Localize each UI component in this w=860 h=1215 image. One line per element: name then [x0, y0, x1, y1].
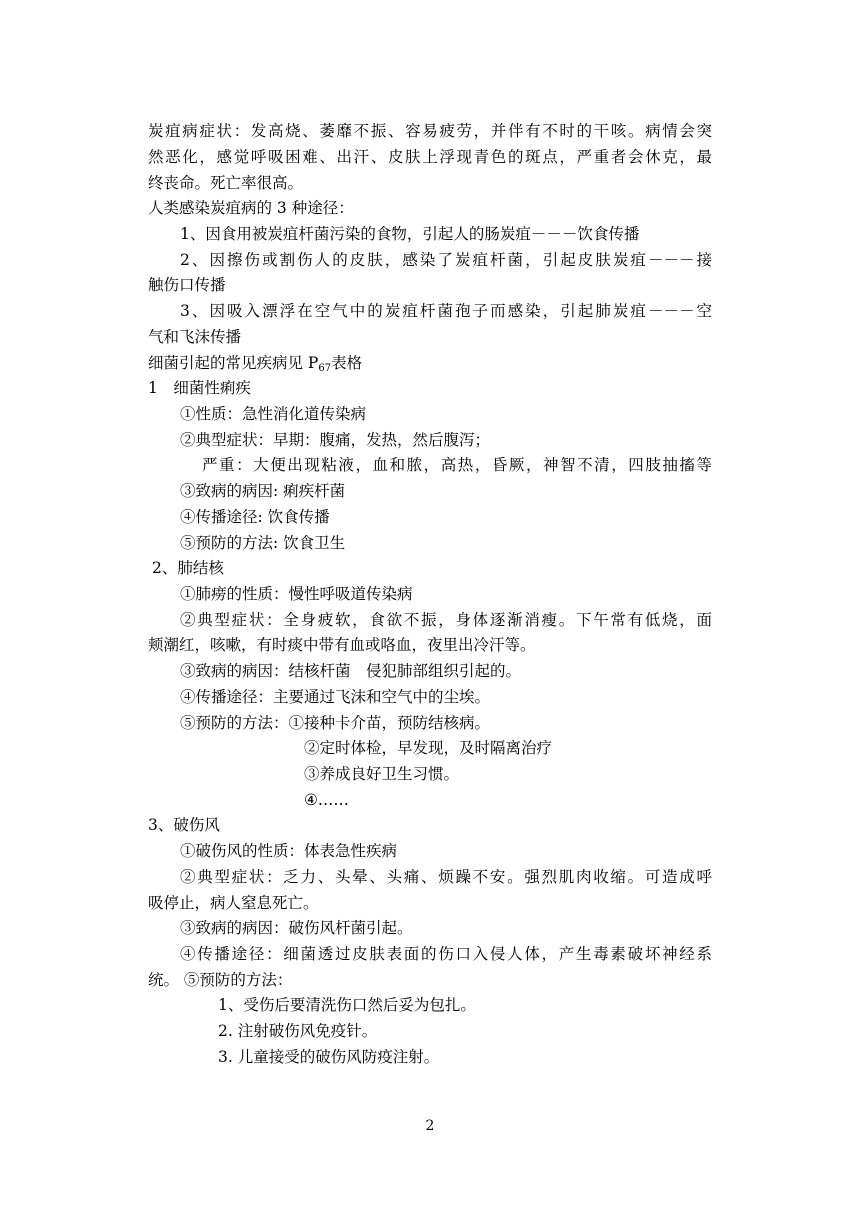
dysentery-title: 1 细菌性痢疾 [148, 379, 251, 397]
symptoms-line-1: 炭疽病症状：发高烧、萎靡不振、容易疲劳，并伴有不时的干咳。病情会突 [148, 122, 712, 140]
routes-title: 人类感染炭疽病的 3 种途径： [148, 199, 354, 217]
tetanus-symptoms-line-2: 吸停止，病人窒息死亡。 [148, 894, 319, 912]
dysentery-symptom-severe: 严重：大便出现粘液，血和脓，高热，昏厥，神智不清，四肢抽搐等 [202, 456, 712, 474]
tetanus-symptoms-line-1: ②典型症状：乏力、头晕、头痛、烦躁不安。强烈肌肉收缩。可造成呼 [180, 868, 712, 886]
page-number: 2 [425, 1118, 435, 1134]
tb-route: ④传播途径：主要通过飞沫和空气中的尘埃。 [180, 688, 491, 706]
tetanus-prevention-1: 1、受伤后要清洗伤口然后妥为包扎。 [218, 996, 476, 1014]
tb-symptoms-line-1: ②典型症状：全身疲软，食欲不振，身体逐渐消瘦。下午常有低烧，面 [180, 611, 712, 629]
dysentery-cause: ③致病的病因: 痢疾杆菌 [180, 482, 346, 500]
route-2-line-2: 触伤口传播 [148, 276, 226, 294]
route-3-line-1: 3、因吸入漂浮在空气中的炭疽杆菌孢子而感染，引起肺炭疽－－－空 [180, 302, 712, 320]
tetanus-route-line-1: ④传播途径：细菌透过皮肤表面的伤口入侵人体，产生毒素破坏神经系 [180, 945, 712, 963]
symptoms-line-2: 然恶化，感觉呼吸困难、出汗、皮肤上浮现青色的斑点，严重者会休克，最 [148, 148, 712, 166]
tetanus-prevention-2: 2. 注射破伤风免疫针。 [218, 1022, 378, 1040]
route-1: 1、因食用被炭疽杆菌污染的食物，引起人的肠炭疽－－－饮食传播 [180, 225, 640, 243]
tb-cause: ③致病的病因：结核杆菌 侵犯肺部组织引起的。 [180, 662, 522, 680]
tetanus-route-line-2: 统。 ⑤预防的方法： [148, 971, 293, 989]
tetanus-nature: ①破伤风的性质：体表急性疾病 [180, 842, 398, 860]
route-2-line-1: 2、因擦伤或割伤人的皮肤，感染了炭疽杆菌，引起皮肤炭疽－－－接 [180, 251, 712, 269]
dysentery-prevention: ⑤预防的方法: 饮食卫生 [180, 534, 346, 552]
tb-nature: ①肺痨的性质：慢性呼吸道传染病 [180, 585, 413, 603]
dysentery-symptom-early: ②典型症状：早期：腹痛，发热，然后腹泻； [180, 431, 491, 449]
dysentery-nature: ①性质：急性消化道传染病 [180, 405, 367, 423]
tb-prevention-3: ③养成良好卫生习惯。 [304, 765, 460, 783]
tb-symptoms-line-2: 颊潮红，咳嗽，有时痰中带有血或咯血，夜里出冷汗等。 [148, 636, 536, 654]
tetanus-title: 3、破伤风 [148, 816, 220, 834]
tb-title: 2、肺结核 [152, 559, 224, 577]
tb-prevention-1: ⑤预防的方法：①接种卡介苗，预防结核病。 [180, 714, 491, 732]
route-3-line-2: 气和飞沫传播 [148, 328, 242, 346]
tb-prevention-2: ②定时体检，早发现，及时隔离治疗 [304, 739, 553, 757]
tetanus-cause: ③致病的病因：破伤风杆菌引起。 [180, 919, 413, 937]
tetanus-prevention-3: 3. 儿童接受的破伤风防疫注射。 [218, 1048, 440, 1066]
table-reference: 细菌引起的常见疾病见 $P_{67}$表格 [148, 354, 363, 374]
symptoms-line-3: 终丧命。死亡率很高。 [148, 174, 304, 192]
tb-prevention-4: ④…… [304, 791, 349, 809]
dysentery-route: ④传播途径: 饮食传播 [180, 508, 330, 526]
